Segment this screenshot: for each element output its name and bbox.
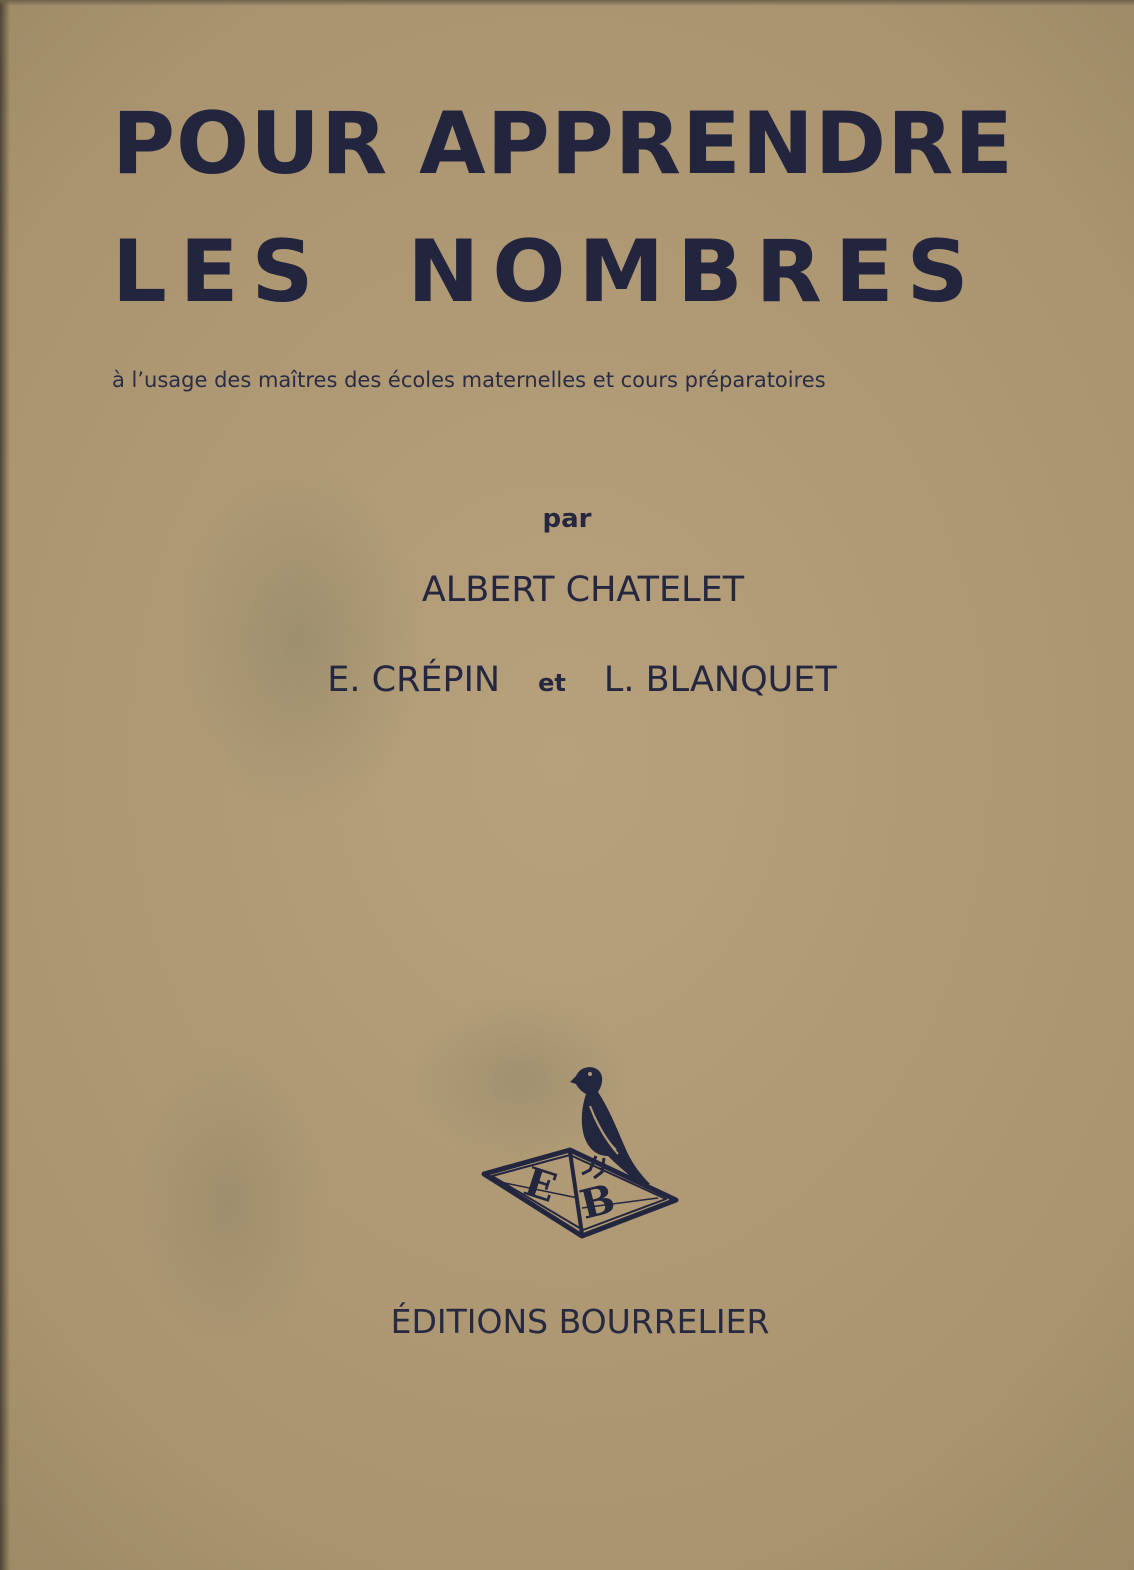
conjunction-et: et (538, 669, 566, 697)
svg-text:B: B (575, 1175, 620, 1229)
publisher-name: ÉDITIONS BOURRELIER (390, 1302, 770, 1341)
cover-top-edge (0, 0, 1134, 6)
title-line-1: POUR APPRENDRE (112, 94, 1015, 194)
by-label: par (542, 504, 592, 534)
subtitle: à l’usage des maîtres des écoles maternelles et cours préparatoires (112, 368, 826, 392)
co-authors-row (0, 660, 1134, 700)
title-line-2: LES NOMBRES (112, 222, 982, 322)
author-l-blanquet: L. BLANQUET (603, 660, 837, 700)
svg-text:E: E (518, 1157, 563, 1213)
author-albert-chatelet: ALBERT CHATELET (421, 570, 745, 610)
author-e-crepin: E. CRÉPIN (327, 660, 501, 700)
bird-on-open-book-icon (478, 1058, 682, 1244)
